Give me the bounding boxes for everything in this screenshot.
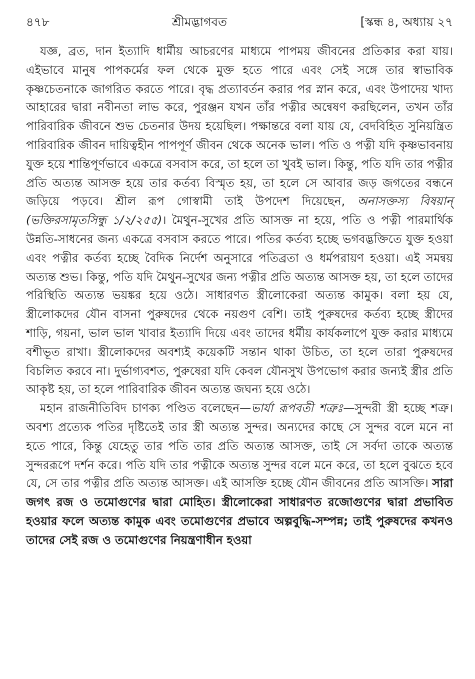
book-title: শ্রীমদ্ভাগবত (171, 15, 227, 29)
body-text (26, 42, 453, 550)
text-run: —সুন্দরী স্ত্রী হচ্ছে শত্রু। অবশ্য প্রত্যেক পতির দৃষ্টিতেই তার স্ত্রী অত্যন্ত সুন্দর। অন্যদের কাছে সে সুন্দর বলে মনে না হতে পারে, কিন্তু যেহেতু তার পতি তার প্রতি অত্যন্ত আসক্ত, তাই সে সর্বদা তাকে অত্যন্ত সুন্দররূপে দর্শন করে। পতি যদি তার পত্নীকে অত্যন্ত সুন্দর বলে মনে করে, তা হলে বুঝতে হবে যে, সে তার পত্নীর প্রতি অত্যন্ত আসক্ত। এই আসক্তি হচ্ছে যৌন জীবনের প্রতি আসক্তি। (26, 401, 453, 491)
bold-text-run: সারা জগৎ রজ ও তমোগুণের দ্বারা মোহিত। স্ত্রীলোকেরা সাধারণত রজোগুণের দ্বারা প্রভাবিত হওয়ার ফলে অত্যন্ত কামুক এবং তমোগুণের প্রভাবে অল্পবুদ্ধি-সম্পন্ন; তাই পুরুষদের কখনও তাদের সেই রজ ও তমোগুণের নিয়ন্ত্রণাধীন হওয়া (26, 476, 453, 547)
text-run: । মৈথুন-সুখের প্রতি আসক্ত না হয়ে, পতি ও পত্নী পারমার্থিক উন্নতি-সাধনের জন্য একত্রে বসবাস করতে পারে। পতির কর্তব্য হচ্ছে ভগবদ্ভক্তিতে যুক্ত হওয়া এবং পত্নীর কর্তব্য হচ্ছে বৈদিক নির্দেশ অনুসারে পতিব্রতা ও ধর্মপরায়ণ হওয়া। এই সমন্বয় অত্যন্ত শুভ। কিন্তু, পতি যদি মৈথুন-সুখের জন্য পত্নীর প্রতি অত্যন্ত আসক্ত হয়, তা হলে তাদের পরিস্থিতি অত্যন্ত ভয়ঙ্কর হয়ে ওঠে। সাধারণত স্ত্রীলোকেরা অত্যন্ত কামুক। বলা হয় যে, স্ত্রীলোকদের যৌন বাসনা পুরুষদের থেকে নয়গুণ বেশি। তাই পুরুষদের কর্তব্য হচ্ছে স্ত্রীদের শাড়ি, গয়না, ভাল ভাল খাবার ইত্যাদি দিয়ে এবং তাদের ধর্মীয় কার্যকলাপে যুক্ত করার মাধ্যমে বশীভূত রাখা। স্ত্রীলোকদের অবশ্যই কয়েকটি সন্তান থাকা উচিত, তা হলে তারা পুরুষদের বিচলিত করবে না। দুর্ভাগ্যবশত, পুরুষেরা যদি কেবল যৌনসুখ উপভোগ করার জন্যই স্ত্রীর প্রতি আকৃষ্ট হয়, তা হলে পারিবারিক জীবন অত্যন্ত জঘন্য হয়ে ওঠে। (26, 213, 453, 397)
page-number: ৪৭৮ (26, 15, 50, 29)
scripture-quote: অনাসক্তস্য বিষয়ান্ (ভক্তিরসামৃতসিন্ধু ১/২/২৫৫) (26, 194, 453, 228)
chapter-reference: [স্কন্ধ ৪, অধ্যায় ২৭ (360, 15, 453, 29)
text-run: যজ্ঞ, ব্রত, দান ইত্যাদি ধার্মীয় আচরণের মাধ্যমে পাপময় জীবনের প্রতিকার করা যায়। এইভাবে মানুষ পাপকর্মের ফল থেকে মুক্ত হতে পারে এবং সেই সঙ্গে তার স্বাভাবিক কৃষ্ণচেতনাকে জাগরিত করতে পারে। বৃদ্ধ প্রত্যাবর্তন করার পর স্নান করে, এবং উপাদেয় খাদ্য আহারের দ্বারা নবীনতা লাভ করে, পুরঞ্জন যখন তাঁর পত্নীর অন্বেষণ করছিলেন, তখন তাঁর পারিবারিক জীবনে শুভ চেতনার উদয় হয়েছিল। পক্ষান্তরে বলা যায় যে, বেদবিহিত সুনিয়ন্ত্রিত পারিবারিক জীবন দায়িত্বহীন পাপপূর্ণ জীবন থেকে অনেক ভাল। পতি ও পত্নী যদি কৃষ্ণভাবনায় যুক্ত হয়ে শান্তিপূর্ণভাবে একত্রে বসবাস করে, তা হলে তা খুবই ভাল। কিন্তু, পতি যদি তার পত্নীর প্রতি অত্যন্ত আসক্ত হয়ে তার কর্তব্য বিস্মৃত হয়, তা হলে সে আবার জড় জগতের বন্ধনে জড়িয়ে পড়বে। শ্রীল রূপ গোস্বামী তাই উপদেশ দিয়েছেন, (26, 44, 453, 209)
sanskrit-quote: ভার্যা রূপবতী শত্রুঃ (251, 401, 344, 416)
paragraph (26, 42, 453, 399)
text-run: মহান রাজনীতিবিদ চাণক্য পণ্ডিত বলেছেন— (40, 401, 252, 416)
page-header (26, 14, 453, 32)
paragraph (26, 399, 453, 549)
